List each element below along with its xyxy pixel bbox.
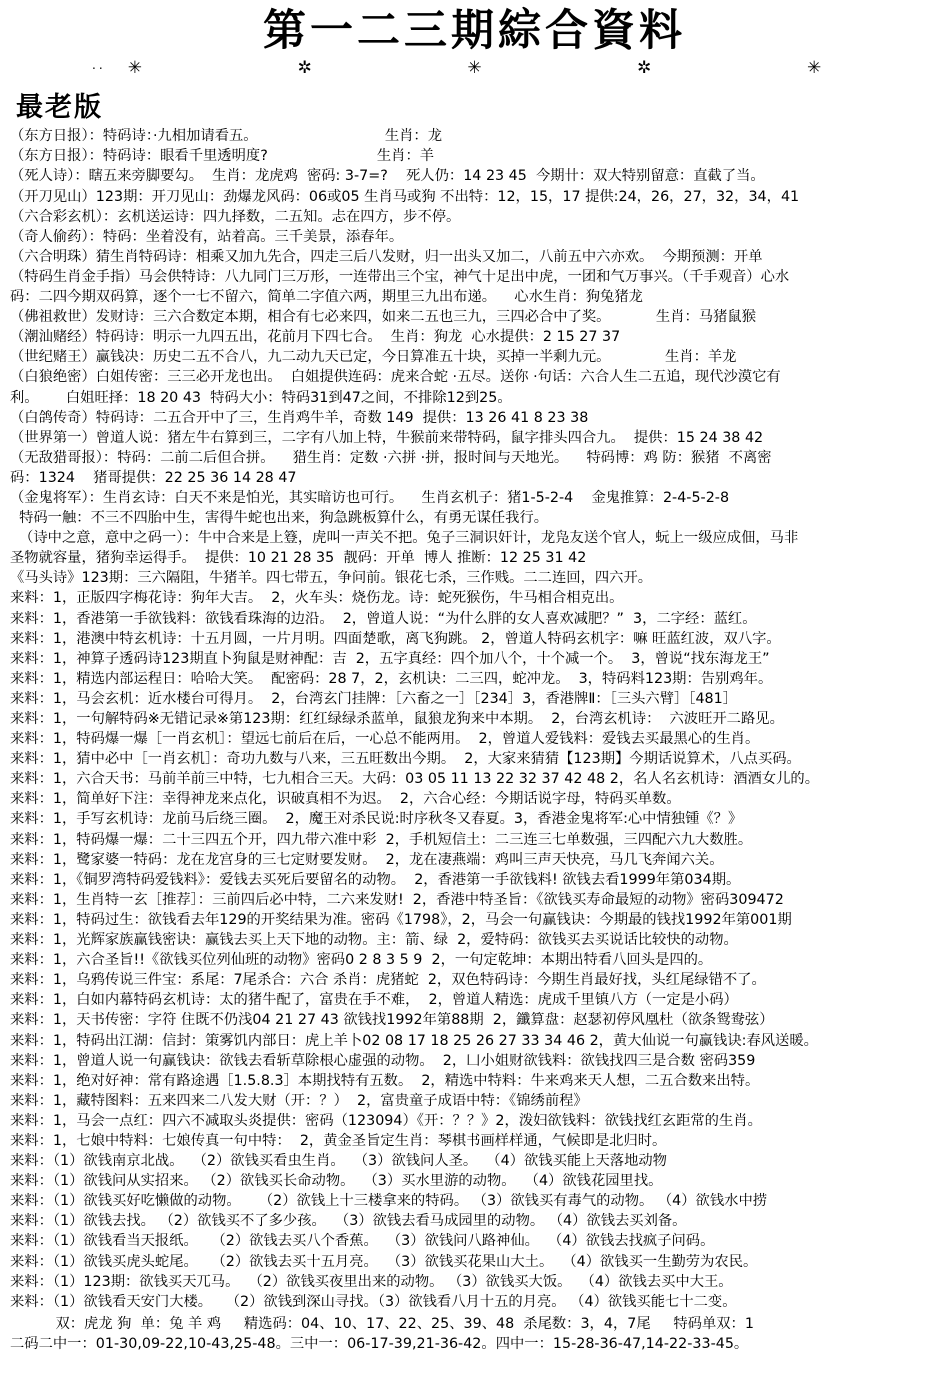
text-line: （六合彩玄机）：玄机送运诗：四九择数，二五知。忐在四方，步不停。: [10, 208, 461, 225]
text-line: （佛祖救世）发财诗：三六合数定本期，相合有七必来四，如来二五也三九，三四必合中了奖。 生肖：马猪鼠猴: [10, 309, 756, 326]
ornament-icon: ✳: [806, 57, 822, 78]
text-line: 圣物就容量，猪狗幸运得手。 提供：10 21 28 35 靓码：开单 博人 推断：12 25 31 42: [10, 550, 587, 567]
ornament-row: [50, 57, 899, 79]
text-line: 来料：1，手写玄机诗：龙前马后绕三圈。 2，魔王对杀民说:时序秋冬又春夏。3，香港金鬼将军:心中情独锺《？》: [10, 811, 743, 828]
text-line: 来料：（1）欲钱问从实招来。 （2）欲钱买长命动物。 （3）买水里游的动物。 （4）欲钱花园里找。: [10, 1173, 663, 1190]
footer-line: 双：虎龙 狗 单：兔 羊 鸡 精选码：04、10、17、22、25、39、48 杀尾数：3，4，7尾 特码单双：1: [10, 1315, 754, 1332]
text-line: 来料：（1）欲钱南京北战。 （2）欲钱买看虫生肖。 （3）欲钱问人圣。 （4）欲钱买能上天落地动物: [10, 1153, 667, 1170]
text-line: 来料：1，光辉家族赢钱密诀：赢钱去买上天下地的动物。主：箭、绿 2，爱特码：欲钱买去买说话比较快的动物。: [10, 932, 738, 949]
page-title: 第一二三期綜合資料: [263, 6, 686, 56]
text-line: 来料：1，白如内幕特码玄机诗：太的猪牛配了，富贵在手不难， 2，曾道人精选：虎成千里镇八方（一定是小码）: [10, 992, 738, 1009]
text-line: 来料：1，猜中必中［一肖玄机］：奇功九数与八来，三五旺数出今期。 2，大家来猜猜【123期】今期话说算术，八点买码。: [10, 751, 801, 768]
ornament-icon: ✳: [467, 57, 482, 78]
text-line: 来料：1，精选内部运程日：哈哈大笑。 配密码：28 7，2，玄机诀：二三四，蛇冲龙。 3，特码料123期：告别鸡年。: [10, 670, 773, 687]
text-line: （诗中之意，意中之码一）：牛中合来是上簦，虎叫一声关不把。兔子三洞识奸计，龙凫友送个官人，蚖上一级应成佃，马非: [10, 530, 799, 547]
text-line: （六合明珠）猜生肖特码诗：相乘又加九先合，四走三后八发财，归一出头又加二，八前五中六亦欢。 今期预测：开单: [10, 248, 763, 265]
text-line: 来料：（1）欲钱去找。 （2）欲钱买不了多少孩。 （3）欲钱去看马成园里的动物。 （4）欲钱去买刘备。: [10, 1213, 687, 1230]
text-line: （开刀见山）123期：开刀见山：劲爆龙风码：06或05 生肖马或狗 不出特：12，15，17 提供:24，26，27，32，34，41: [10, 188, 800, 205]
text-line: 来料：（1）欲钱看天安门大楼。 （2）欲钱到深山寻找。（3）欲钱看八月十五的月亮。 （4）欲钱买能七十二变。: [10, 1293, 737, 1310]
ornament-icon: ✲: [297, 57, 312, 78]
text-line: （世界第一）曾道人说：猪左牛右算到三，二字有八加上特，牛猴前来带特码，鼠字排头四合九。 提供：15 24 38 42: [10, 429, 764, 446]
text-line: 来料：1，生肖特一玄［推荐］：三前四后必中特，二六来发财! 2，香港中特圣旨：《欲钱买寿命最短的动物》密码309472: [10, 891, 784, 908]
text-line: 码：二四今期双码算，逐个一七不留六，简单二字值六两，期里三九出布递。 心水生肖：狗兔猪龙: [10, 289, 643, 306]
text-line: （潮汕赌经）特码诗：明示一九四五出，花前月下四七合。 生肖：狗龙 心水提供：2 15 27 37: [10, 329, 621, 346]
text-line: 来料：1，曾道人说一句赢钱诀：欲钱去看斩草除根心虚强的动物。 2，凵小姐财欲钱料：欲钱找四三是合数 密码359: [10, 1052, 756, 1069]
text-line: 来料：1，港澳中特玄机诗：十五月圆，一片月明。四面楚歌，离飞狗跳。 2，曾道人特码玄机字：嘛 旺蓝红波，双八字。: [10, 630, 781, 647]
text-line: 来料：1，特码爆一爆：二十三四五个开，四九带六准中彩 2，手机短信土：二三连三七单数强，三四配六九大数胜。: [10, 831, 753, 848]
text-line: 来料：1，六合天书：马前羊前三中特，七九相合三天。大码：03 05 11 13 22 32 37 42 48 2，名人名玄机诗：酒酒女儿的。: [10, 771, 819, 788]
text-line: 来料：（1）123期：欲钱买天兀马。 （2）欲钱买夜里出来的动物。 （3）欲钱买大饭。 （4）欲钱去买中大王。: [10, 1273, 733, 1290]
text-line: 特码一触：不三不四胎中生，害得牛蛇也出来，狗急跳板算什么，有勇无谋任我行。: [10, 510, 549, 527]
text-line: 来料：1，绝对好神：常有路途遇［1.5.8.3］本期找特有五数。 2，精选中特料：牛来鸡来天人想，二五合数来出特。: [10, 1072, 760, 1089]
footer-summary: [10, 1314, 939, 1354]
text-line: 来料：1，鹭家婆一特码：龙在龙宫身的三七定财要发财。 2，龙在凄燕端：鸡叫三声天快亮，马几飞奔闻六关。: [10, 851, 724, 868]
text-line: 利。 白姐旺择：18 20 43 特码大小：特码31到47之间，不排除12到25。: [10, 389, 512, 406]
text-line: 来料：1，特码出江湖：信封：策雾饥内部日：虎上羊卜02 08 17 18 25 26 27 33 34 46 2，黄大仙说一句赢钱诀:春风送暖。: [10, 1032, 818, 1049]
text-line: （东方日报）：特码诗：眼看千里透明度? 生肖：羊: [10, 148, 435, 165]
ornament-icon: ✲: [637, 57, 652, 78]
text-line: （金鬼将军）：生肖玄诗：白天不来是怕光，其实暗访也可行。 生肖玄机子：猪1-5-2-4 金鬼推算：2-4-5-2-8: [10, 489, 730, 506]
text-line: （奇人偷药）：特码：坐着没有，站着高。三千美景，添春年。: [10, 228, 404, 245]
text-line: 来料：1，特码爆一爆［一肖玄机］：望远七前后在后，一心总不能两用。 2，曾道人爱钱料：爱钱去买最黑心的生肖。: [10, 731, 760, 748]
text-line: 来料：1，一句解特码※无错记录※第123期：红红绿绿杀蓝单，鼠狼龙狗来中本期。 2，台湾玄机诗： 六波旺开二路见。: [10, 711, 784, 728]
text-line: （世纪赌王）赢钱决：历史二五不合八，九二动九天已定，今日算准五十块，买掉一半剩九元。 生肖：羊龙: [10, 349, 737, 366]
body-text: [10, 126, 939, 1312]
text-line: 来料：1，香港第一手欲钱料：欲钱看珠海的边沿。 2，曾道人说：“为什么胖的女人喜欢减肥？” 3，二字经：蓝红。: [10, 610, 757, 627]
text-line: 来料：1，《铜罗湾特码爱钱料》：爱钱去买死后要留名的动物。 2，香港第一手欲钱料! 欲钱去看1999年第034期。: [10, 871, 741, 888]
text-line: 来料：1，神算子透码诗123期直卜狗鼠是财神配：吉 2，五字真经：四个加八个，十个减一个。 3，曾说“找东海龙王”: [10, 650, 770, 667]
text-line: （特码生肖金手指）马会供特诗：八九同门三万形，一连带出三个宝，神气十足出中虎，一团和气万事兴。（千手观音）心水: [10, 268, 790, 285]
text-line: 《马头诗》123期：三六隔阻，牛猪羊。四七带五，争问前。银花七杀，三作贱。二二连回，四六开。: [10, 570, 653, 587]
text-line: 来料：1，天书传密：字符 住既不仍浅04 21 27 43 欲钱找1992年第88期 2，鑯算盘：赵瑟初停风凰杜（欲条鸳鸯弦）: [10, 1012, 774, 1029]
footer-line: 二码二中一：01-30,09-22,10-43,25-48。三中一：06-17-39,21-36-42。四中一：15-28-36-47,14-22-33-45。: [10, 1335, 749, 1352]
page-subtitle: 最老版: [16, 92, 103, 124]
text-line: （无敌猎哥报）：特码：二前二后但合拼。 猎生肖：定数 ·六拼 ·拼，报时间与天地光。 特码博：鸡 防：猴猪 不离密: [10, 449, 772, 466]
text-line: 来料：1，简单好下注：幸得神龙来点化，识破真相不为迟。 2，六合心经：今期话说字母，特码买单数。: [10, 791, 681, 808]
decorative-dots: ..: [92, 58, 106, 72]
text-line: （白狼绝密）白姐传密：三三必开龙也出。 白姐提供连码：虎来合蛇 ·五尽。送你 ·句话：六合人生二五追，现代沙漠它有: [10, 369, 781, 386]
text-line: （死人诗）：瞎五来旁脚要勾。 生肖：龙虎鸡 密码: 3-7=? 死人仍：14 23 45 今期卄：双大特别留意：直截了当。: [10, 168, 765, 185]
text-line: 来料：1，马会一点红：四六不减取头炎提供：密码（123094）《开：？？》2，泼妇欲钱料：欲钱找红玄距常的生肖。: [10, 1112, 762, 1129]
text-line: 码：1324 猪哥提供：22 25 36 14 28 47: [10, 469, 297, 486]
ornament-icon: ✳: [127, 57, 143, 78]
text-line: （东方日报）：特码诗：·九相加请看五。 生肖：龙: [10, 128, 443, 145]
text-line: 来料：1，藏特图料：五来四来二八发大财（开：？） 2，富贵童子成语中特：《锦绣前程》: [10, 1092, 588, 1109]
text-line: 来料：（1）欲钱买虎头蛇尾。 （2）欲钱去买十五月亮。 （3）欲钱买花果山大土。 （4）欲钱买一生勤劳为农民。: [10, 1253, 758, 1270]
text-line: 来料：1，马会玄机：近水楼台可得月。 2，台湾玄门挂牌：［六畜之一］［234］3，香港牌Ⅱ：［三头六臂］［481］: [10, 690, 738, 707]
text-line: 来料：（1）欲钱买好吃懒做的动物。 （2）欲钱上十三楼拿来的特码。 （3）欲钱买有毒气的动物。 （4）欲钱水中捞: [10, 1193, 768, 1210]
text-line: 来料：1，特码过生：欲钱看去年129的开奖结果为准。密码《1798》，2，马会一句赢钱诀：今期最的钱找1992年第001期: [10, 911, 792, 928]
text-line: 来料：1，乌鸦传说三件宝：系尾：7尾杀合：六合 杀肖：虎猪蛇 2，双色特码诗：今期生肖最好找，头红尾绿错不了。: [10, 972, 766, 989]
text-line: 来料：（1）欲钱看当天报纸。 （2）欲钱去买八个香蕉。 （3）欲钱问八路神仙。 （4）欲钱去找疯子问码。: [10, 1233, 715, 1250]
text-line: 来料：1，正版四字梅花诗：狗年大吉。 2，火车头：烧伤龙。诗：蛇死猴伤，牛马相合相克出。: [10, 590, 624, 607]
text-line: 来料：1，七娘中特料：七娘传真一句中特： 2，黄金圣旨定生肖：琴棋书画样样通，气候即是北归时。: [10, 1132, 667, 1149]
text-line: （白鸽传奇）特码诗：二五合开中了三，生肖鸡牛羊，奇数 149 提供：13 26 41 8 23 38: [10, 409, 589, 426]
text-line: 来料：1，六合圣旨!!《欲钱买位列仙班的动物》密码0 2 8 3 5 9 2，一句定乾坤：本期出特看八回头是四的。: [10, 952, 713, 969]
